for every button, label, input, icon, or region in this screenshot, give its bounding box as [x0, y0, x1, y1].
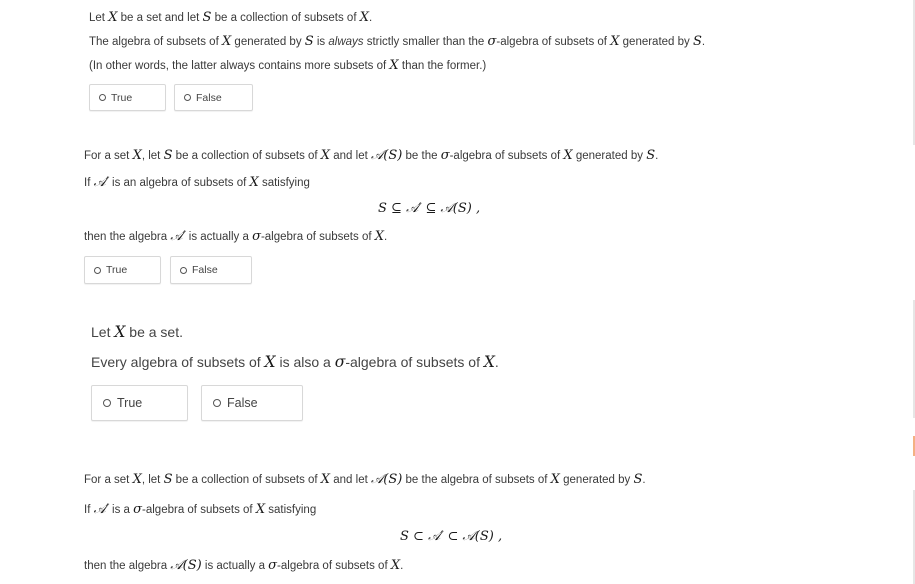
q4-statement-line-3: then the algebra 𝒜(S) is actually a σ-algebra of subsets of X. [84, 558, 404, 573]
radio-icon[interactable] [213, 399, 221, 407]
radio-icon[interactable] [184, 94, 191, 101]
q4-statement-line-2: If 𝒜′ is a σ-algebra of subsets of X satisfying [84, 502, 317, 517]
q2-statement-line-3: then the algebra 𝒜′ is actually a σ-algebra of subsets of X. [84, 229, 388, 244]
radio-icon[interactable] [94, 267, 101, 274]
q1-statement-line-3: (In other words, the latter always contains more subsets of X than the former.) [89, 58, 487, 73]
q2-true-option[interactable]: True [84, 256, 161, 284]
q2-false-option[interactable]: False [170, 256, 252, 284]
q2-statement-line-2: If 𝒜′ is an algebra of subsets of X satisfying [84, 175, 310, 190]
q3-true-option[interactable]: True [91, 385, 188, 421]
q2-display-formula: S ⊆ 𝒜′ ⊆ 𝒜(S) , [378, 201, 481, 216]
q1-statement-line-1: Let X be a set and let S be a collection of subsets of X. [89, 10, 373, 25]
q1-false-option[interactable]: False [174, 84, 253, 111]
radio-icon[interactable] [103, 399, 111, 407]
radio-icon[interactable] [99, 94, 106, 101]
q1-statement-line-2: The algebra of subsets of X generated by S is always strictly smaller than the σ-algebra of subsets of X generated by S. [89, 34, 706, 49]
q3-statement-line-1: Let X be a set. [91, 323, 183, 341]
q4-statement-line-1: For a set X, let S be a collection of subsets of X and let 𝒜(S) be the algebra of subsets of X generated by S. [84, 472, 646, 487]
radio-icon[interactable] [180, 267, 187, 274]
q1-true-option[interactable]: True [89, 84, 166, 111]
q3-false-option[interactable]: False [201, 385, 303, 421]
q4-display-formula: S ⊂ 𝒜′ ⊂ 𝒜(S) , [400, 529, 503, 544]
q2-statement-line-1: For a set X, let S be a collection of subsets of X and let 𝒜(S) be the σ-algebra of subsets of X generated by S. [84, 148, 659, 163]
q3-statement-line-2: Every algebra of subsets of X is also a σ-algebra of subsets of X. [91, 353, 499, 371]
